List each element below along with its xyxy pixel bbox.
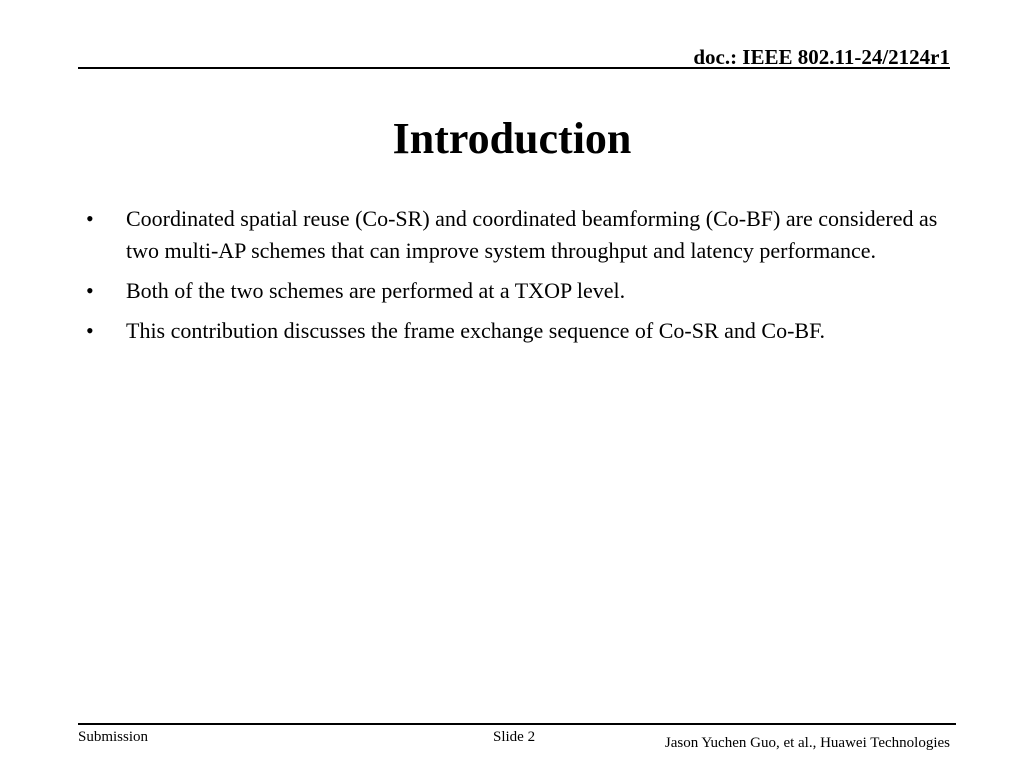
footer-slide-number: Slide 2 — [493, 729, 536, 745]
footer-divider — [78, 723, 956, 725]
bullet-item — [86, 315, 946, 347]
footer-submission: Submission — [78, 729, 149, 745]
bullet-list — [86, 203, 946, 355]
header-divider — [78, 67, 950, 69]
bullet-item — [86, 203, 946, 267]
bullet-icon: • — [86, 278, 94, 303]
document-id: doc.: IEEE 802.11-24/2124r1 — [693, 45, 950, 69]
slide-title: Introduction — [392, 114, 632, 163]
bullet-item — [86, 275, 946, 307]
footer-author: Jason Yuchen Guo, et al., Huawei Technologies — [664, 735, 950, 751]
bullet-text: This contribution discusses the frame exchange sequence of Co-SR and Co-BF. — [126, 318, 826, 343]
bullet-icon: • — [86, 318, 94, 343]
bullet-text: Coordinated spatial reuse (Co-SR) and coordinated beamforming (Co-BF) are considered as two multi-AP schemes that can improve system throughput and latency performance. — [126, 206, 938, 263]
bullet-text: Both of the two schemes are performed at a TXOP level. — [126, 278, 626, 303]
bullet-icon: • — [86, 206, 94, 231]
